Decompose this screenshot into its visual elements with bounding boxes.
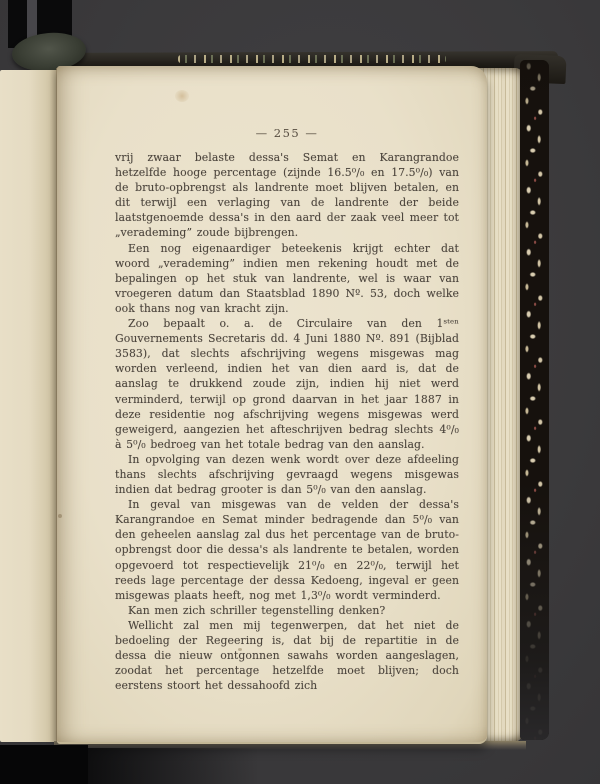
- paragraph-2: Een nog eigenaardiger beteekenis krijgt echter dat woord „verademing” indien men rekening houdt met de bepalingen op het stuk van landrente, wel is waar van vroegeren datum dan Staatsblad 1890 Nº. 53, doch welke ook thans nog van kracht zijn.: [115, 241, 459, 315]
- bottom-shadow-fade: [84, 748, 259, 784]
- paragraph-5: In geval van misgewas van de velden der dessa's Karangrandoe en Semat minder bedragende dan 5⁰/₀ van den geheelen aanslag zal dus het percentage van de bruto-opbrengst door die dessa's als landrente te betalen, worden opgevoerd tot respectievelijk 21⁰/₀ en 22⁰/₀, terwijl het reeds lage percentage der dessa Kedoeng, ingeval er geen misgewas plaats heeft, nog met 1,3⁰/₀ wordt verminderd.: [115, 498, 459, 602]
- facing-page-sliver: [0, 70, 58, 742]
- paragraph-6: Kan men zich schriller tegenstelling denken?: [128, 603, 386, 617]
- page-number: — 255 —: [255, 126, 319, 140]
- marbled-cover-edge: [520, 60, 549, 740]
- paper-speck: [58, 514, 62, 518]
- cover-top-marble-speckle: [178, 55, 446, 63]
- page-text: [115, 150, 459, 693]
- bottom-left-shadow: [0, 745, 88, 784]
- paragraph-3: Zoo bepaalt o. a. de Circulaire van den 1ˢᵗᵉⁿ Gouvernements Secretaris dd. 4 Juni 1880 Nº. 891 (Bijblad 3583), dat slechts afschrijving wegens misgewas mag worden verleend, indien het van dien aard is, dat de aanslag te drukkend zoude zijn, indien hij niet werd verminderd, terwijl op grond daarvan in het jaar 1887 in deze residentie nog afschrijving wegens misgewas werd geweigerd, aangezien het afteschrijven bedrag slechts 4⁰/₀ à 5⁰/₀ bedroeg van het totale bedrag van den aanslag.: [115, 317, 459, 451]
- paper-stain: [175, 90, 189, 102]
- book-page: [57, 66, 487, 744]
- paragraph-7: Wellicht zal men mij tegenwerpen, dat het niet de bedoeling der Regeering is, dat bij de repartitie in de dessa die nieuw ontgonnen sawahs worden aangeslagen, zoodat het percentage hetzelfde moet blijven; doch eerstens stoort het dessahoofd zich: [115, 618, 459, 693]
- paragraph-1: vrij zwaar belaste dessa's Semat en Karangrandoe hetzelfde hooge percentage (zijnde 16.5⁰/₀ en 17.5⁰/₀) van de bruto-opbrengst als landrente moet blijven betalen, en dit terwijl een verlaging van de landrente der beide laatstgenoemde dessa's in den aard der zaak veel meer tot „verademing” zoude bijbrengen.: [115, 151, 459, 240]
- paragraph-4: In opvolging van dezen wenk wordt over deze afdeeling thans slechts afschrijving gevraagd wegens misgewas indien dat bedrag grooter is dan 5⁰/₀ van den aanslag.: [115, 452, 459, 497]
